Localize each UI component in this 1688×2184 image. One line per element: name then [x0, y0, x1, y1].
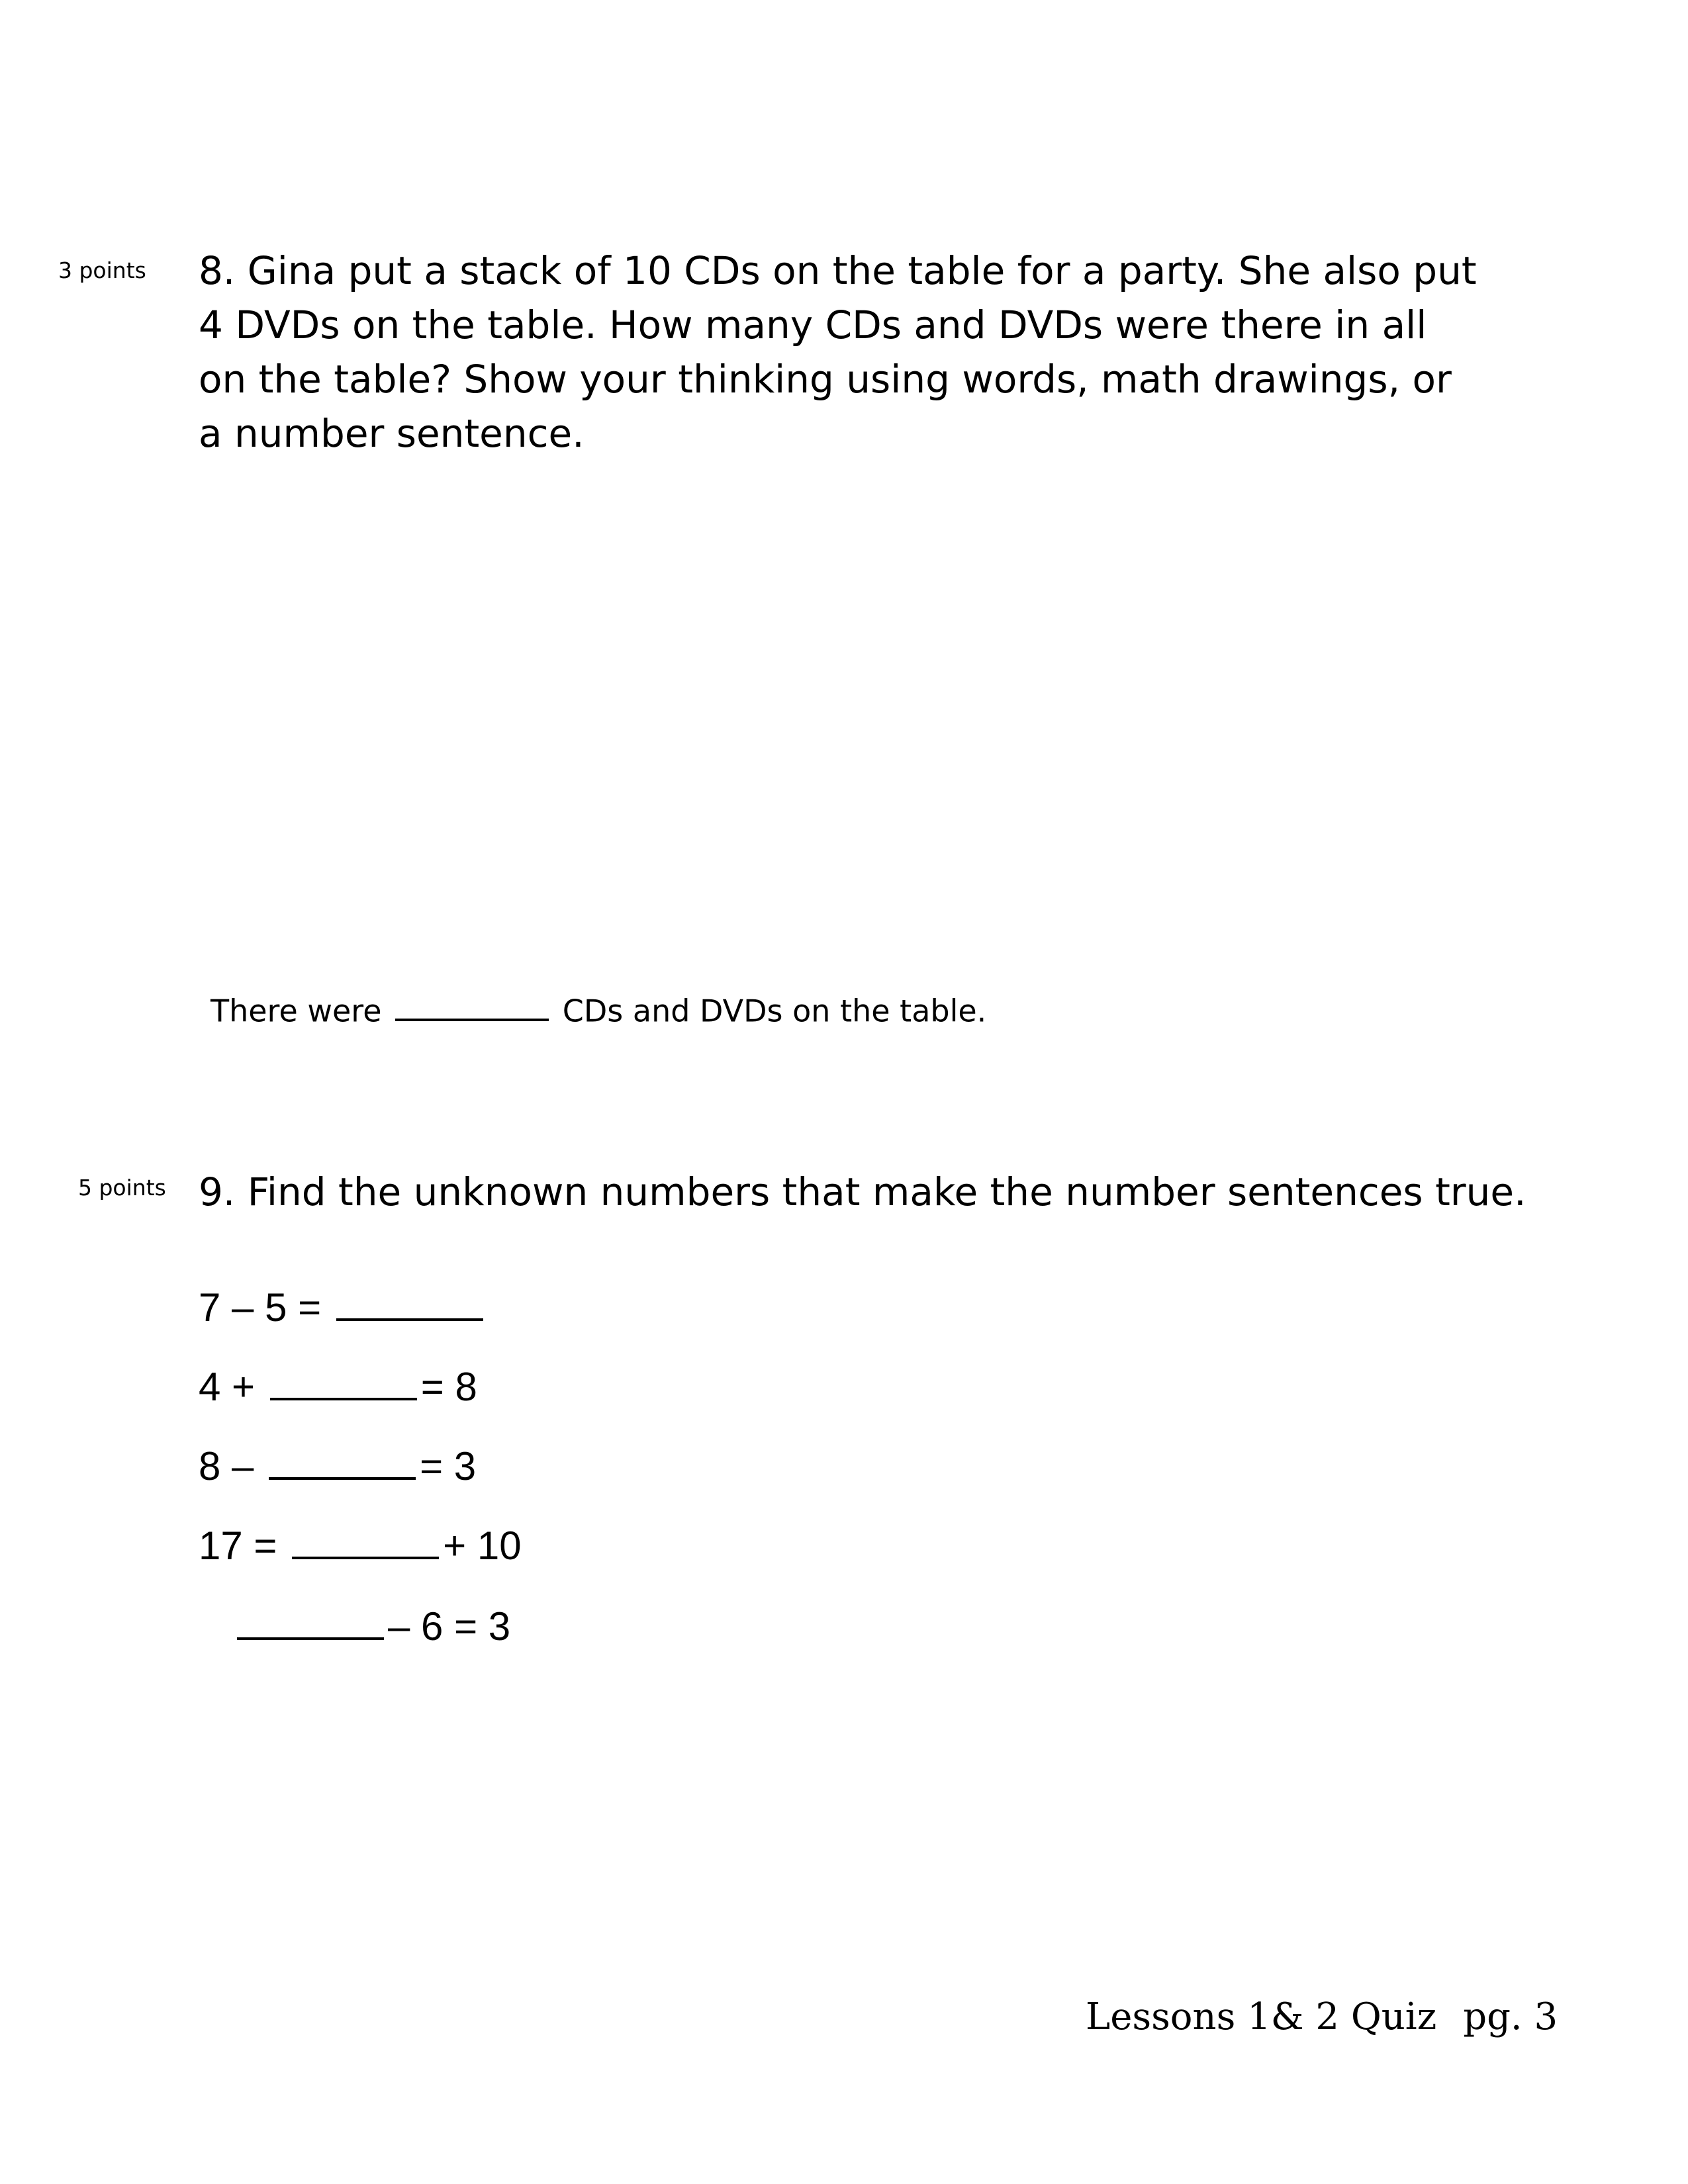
- question-9-text: 9. Find the unknown numbers that make the number sentences true.: [199, 1169, 1526, 1214]
- equation-4: [199, 1521, 522, 1566]
- equation-2-right: = 8: [420, 1365, 477, 1409]
- equation-5-right: – 6 = 3: [388, 1604, 511, 1649]
- equation-4-blank[interactable]: [292, 1521, 439, 1559]
- equation-4-left: 17 =: [199, 1524, 277, 1568]
- equation-2: [199, 1362, 477, 1407]
- equation-3-blank[interactable]: [269, 1441, 416, 1480]
- equation-1-left: 7 – 5 =: [199, 1285, 322, 1330]
- equation-5-blank[interactable]: [237, 1602, 384, 1640]
- question-8-points: 3 points: [58, 257, 146, 283]
- equation-1: [199, 1283, 487, 1328]
- equation-1-blank[interactable]: [336, 1283, 483, 1321]
- answer-suffix: CDs and DVDs on the table.: [562, 993, 987, 1029]
- answer-blank[interactable]: [395, 991, 549, 1021]
- question-8-answer-sentence: [211, 991, 987, 1029]
- equation-3: [199, 1441, 476, 1486]
- question-8-text: 8. Gina put a stack of 10 CDs on the table for a party. She also put 4 DVDs on the table. How many CDs and DVDs were there in all on the table? Show your thinking using words, math drawings, or a number sentence.: [199, 248, 1477, 456]
- question-9-points: 5 points: [78, 1175, 166, 1201]
- page-number: pg. 3: [1463, 1995, 1558, 2038]
- quiz-title: Lessons 1& 2 Quiz: [1086, 1995, 1437, 2038]
- page-footer: [1086, 1995, 1558, 2038]
- equation-4-right: + 10: [443, 1524, 522, 1568]
- equation-3-left: 8 –: [199, 1444, 254, 1488]
- equation-2-blank[interactable]: [270, 1362, 417, 1400]
- equation-5: [233, 1602, 510, 1647]
- answer-prefix: There were: [211, 993, 382, 1029]
- equation-2-left: 4 +: [199, 1365, 256, 1409]
- equation-3-right: = 3: [420, 1444, 477, 1488]
